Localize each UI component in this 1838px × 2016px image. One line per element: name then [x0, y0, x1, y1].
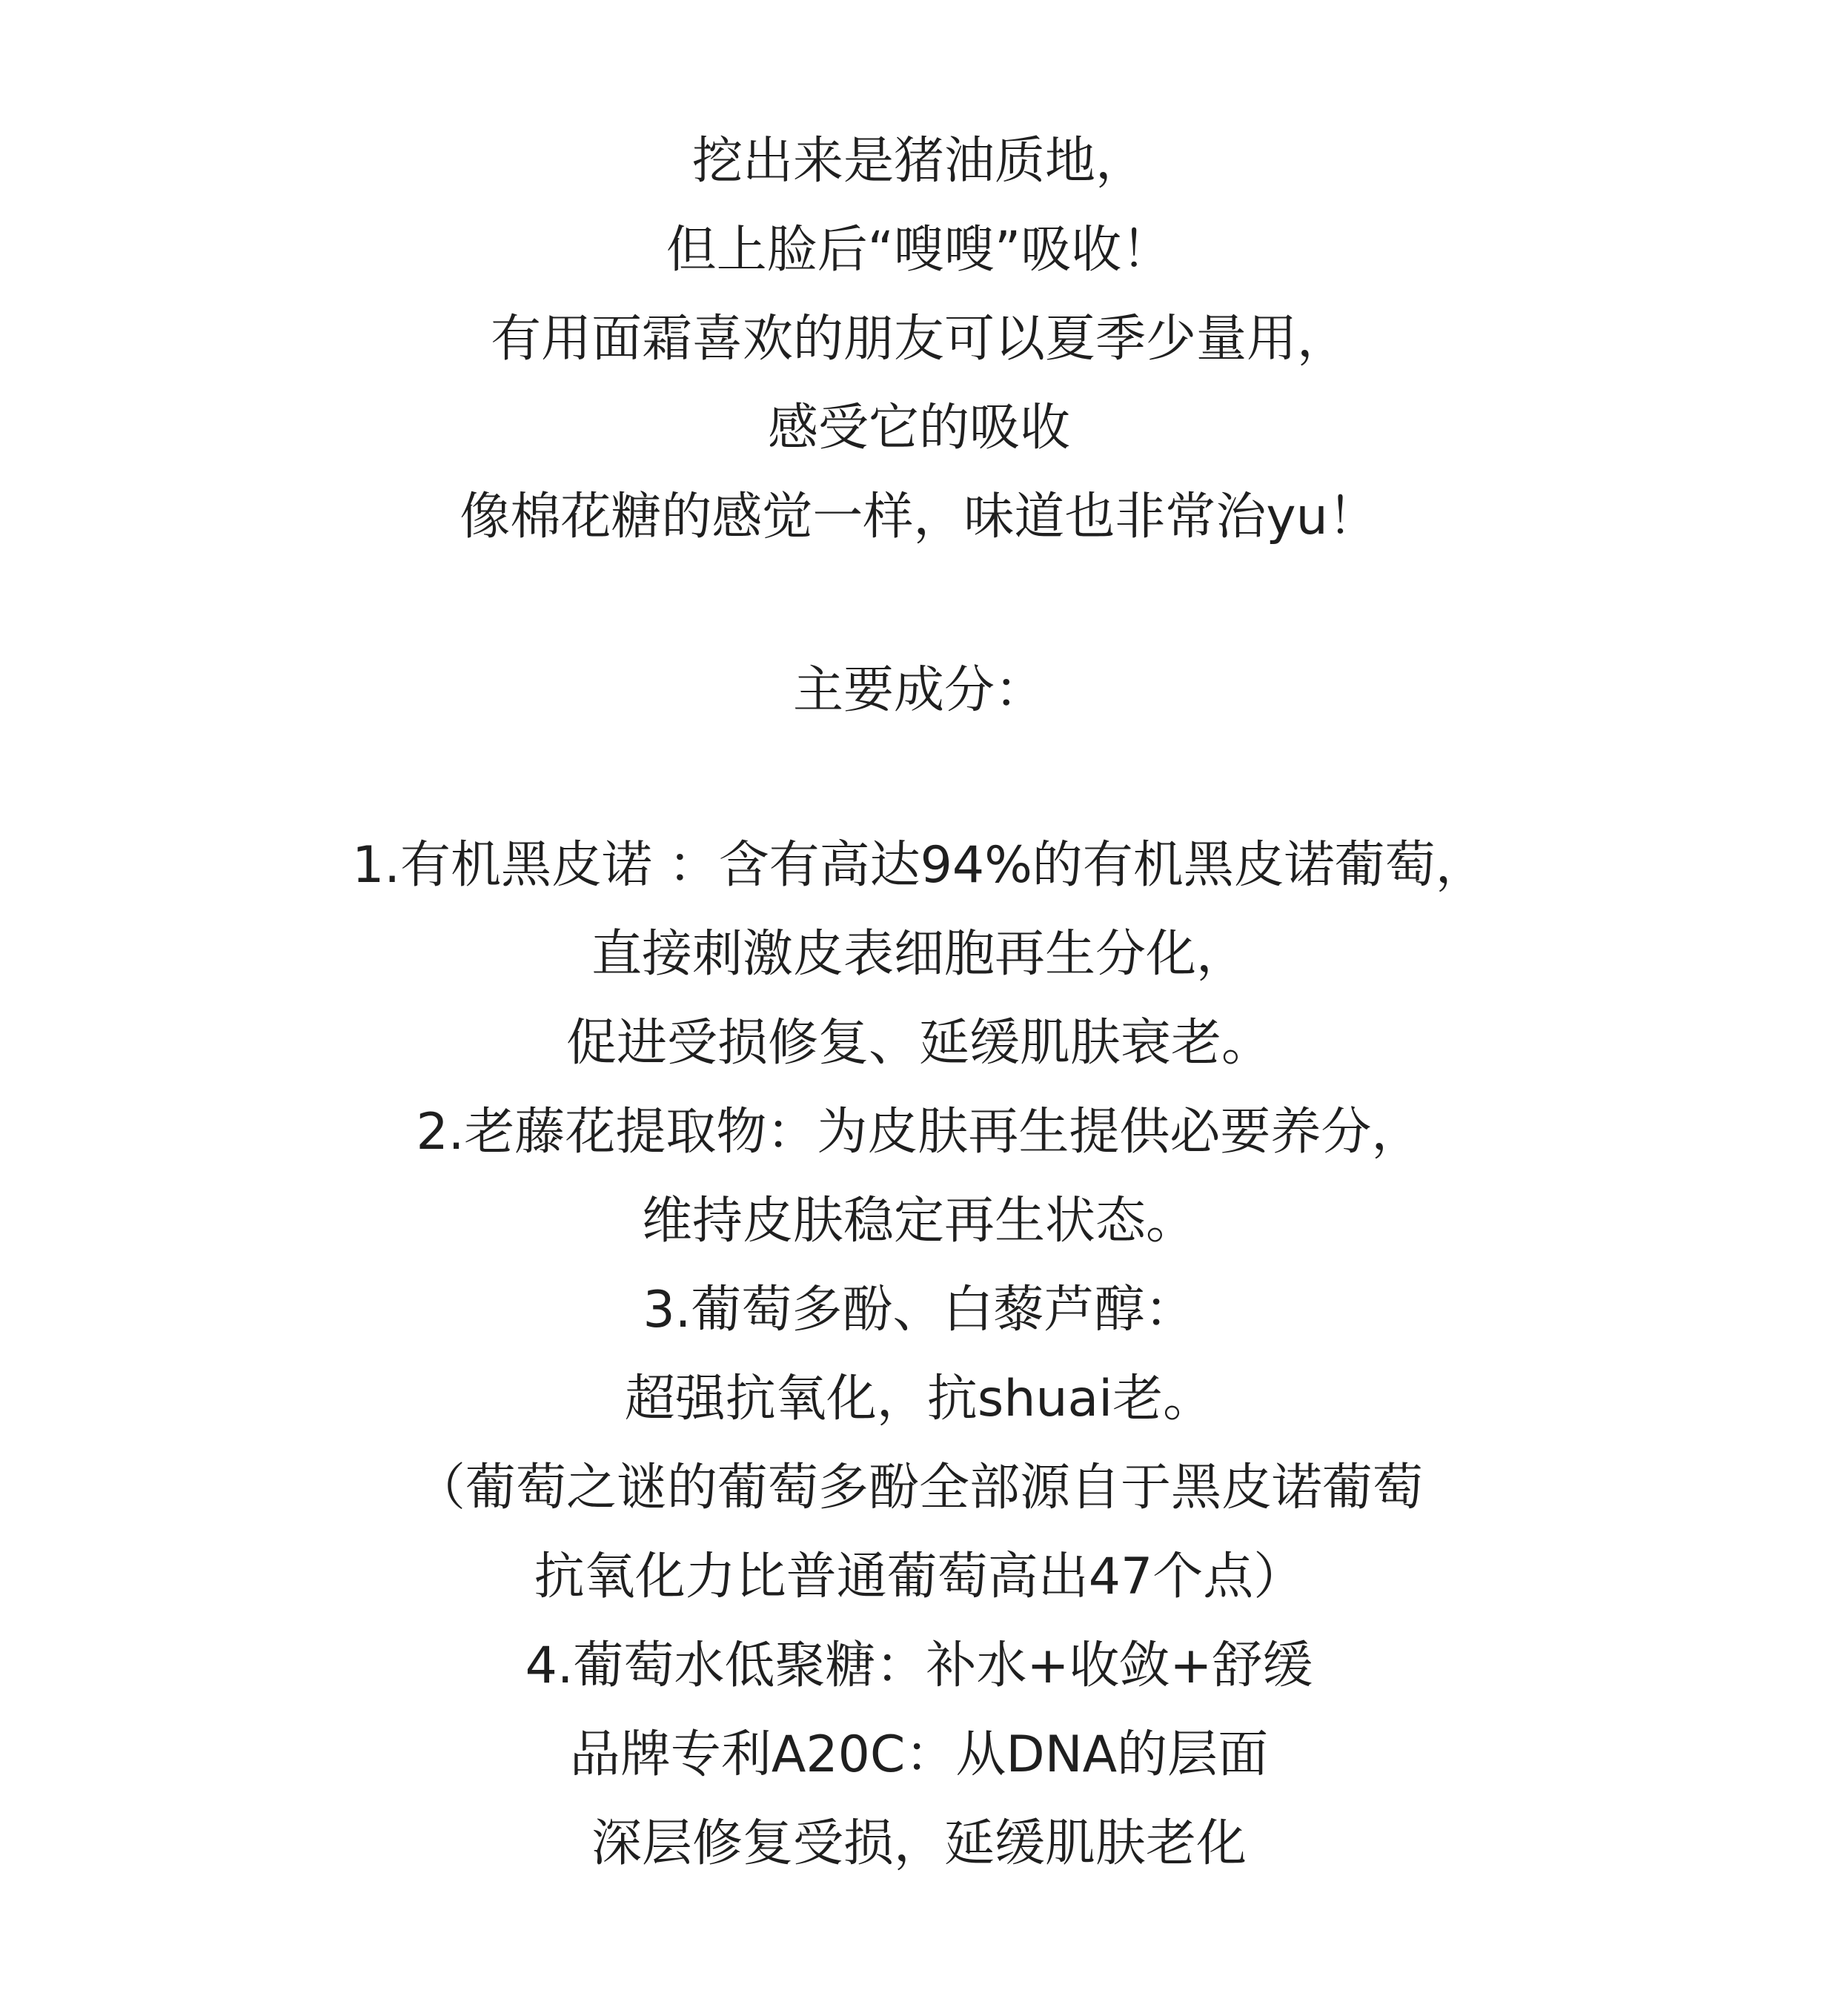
ingredient-line: 3.葡萄多酚、白藜芦醇：	[643, 1281, 1195, 1339]
intro-paragraph	[0, 117, 1838, 562]
ingredient-line: 超强抗氧化，抗shuai老。	[624, 1370, 1214, 1428]
ingredient-line: 品牌专利A20C：从DNA的层面	[569, 1725, 1269, 1784]
ingredient-line: 维持皮肤稳定再生状态。	[641, 1192, 1196, 1250]
ingredient-line: （葡萄之谜的葡萄多酚全部源自于黑皮诺葡萄	[414, 1459, 1423, 1517]
intro-line: 但上脸后“嗖嗖”吸收！	[666, 221, 1172, 279]
ingredient-line: 促进受损修复、延缓肌肤衰老。	[565, 1014, 1272, 1072]
intro-line: 感受它的吸收	[767, 399, 1070, 457]
ingredient-line: 2.老藤花提取物：为皮肤再生提供必要养分，	[416, 1103, 1422, 1161]
heading-text: 主要成分：	[792, 661, 1045, 720]
ingredient-line: 1.有机黑皮诺 ：含有高达94%的有机黑皮诺葡萄，	[352, 836, 1486, 895]
ingredients-list	[0, 821, 1838, 1889]
ingredients-heading	[0, 646, 1838, 735]
ingredient-line: 深层修复受损，延缓肌肤老化	[591, 1814, 1247, 1873]
ingredient-line: 抗氧化力比普通葡萄高出47个点）	[534, 1548, 1304, 1606]
intro-line: 有用面霜喜欢的朋友可以夏季少量用，	[490, 310, 1347, 368]
ingredient-line: 直接刺激皮表细胞再生分化，	[591, 925, 1247, 984]
ingredient-line: 4.葡萄水低聚糖：补水+收敛+舒缓	[525, 1637, 1313, 1695]
intro-line: 挖出来是猪油质地，	[691, 132, 1146, 190]
intro-line: 像棉花糖的感觉一样，味道也非常治yu！	[460, 488, 1378, 546]
